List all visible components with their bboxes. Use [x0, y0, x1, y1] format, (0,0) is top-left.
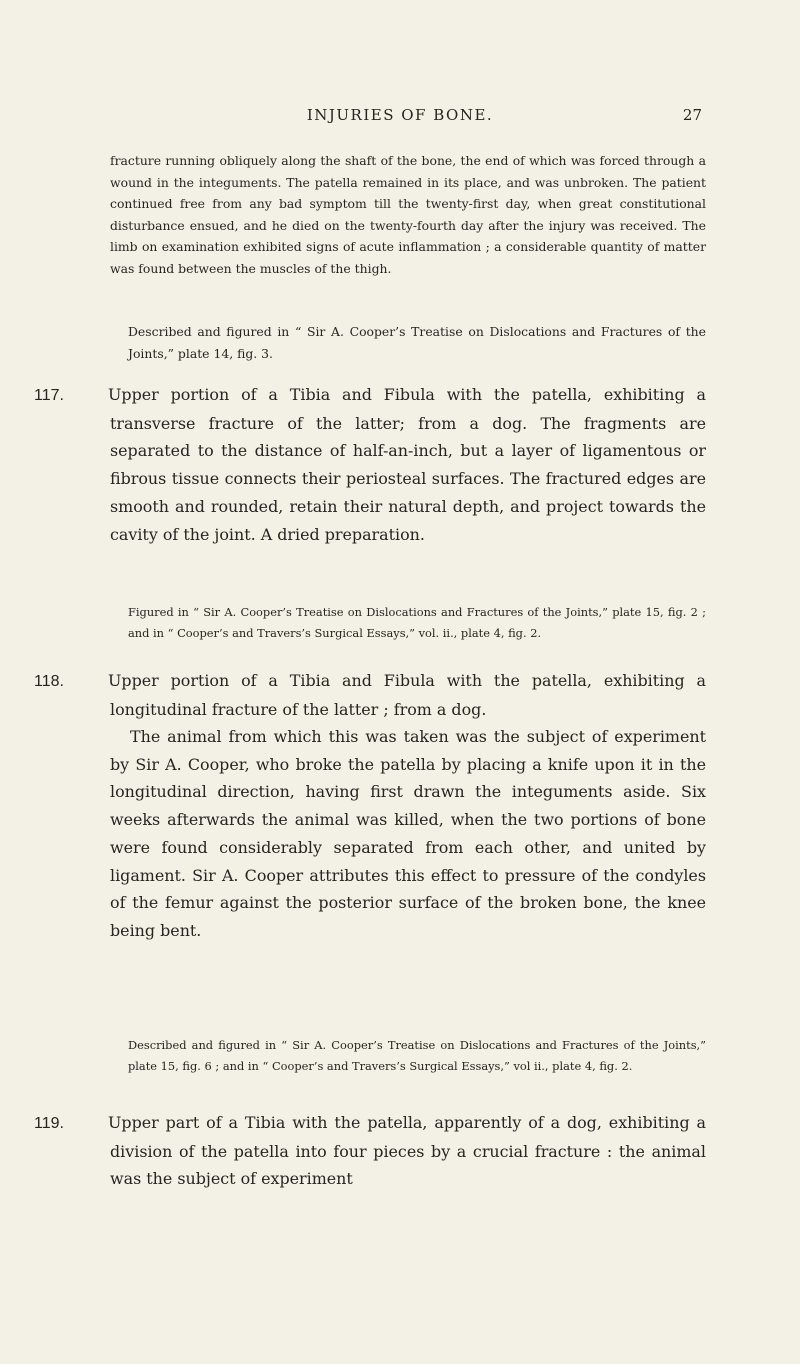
- entry-119: [34, 1109, 706, 1193]
- entry-118-narrative: The animal from which this was taken was the subject of experiment by Sir A. Cooper, who broke the patella by placing a knife upon it in the longitudinal direction, having first drawn the integuments aside. Six weeks afterwards the animal was killed, when the two portions of bone were found considerably separated from each other, and united by ligament. Sir A. Cooper attributes this effect to pressure of the condyles of the femur against the posterior surface of the broken bone, the knee being bent.: [110, 727, 706, 940]
- entry-117-reference: Figured in “ Sir A. Cooper’s Treatise on Dislocations and Fractures of the Joints,” plate 15, fig. 2 ; and in “ Cooper’s and Travers’s Surgical Essays,” vol. ii., plate 4, fig. 2.: [128, 605, 706, 640]
- entry-117: [34, 381, 706, 548]
- page-number: 27: [682, 106, 702, 124]
- entry-description: Upper part of a Tibia with the patella, apparently of a dog, exhibiting a division of the patella into four pieces by a crucial fracture : the animal was the subject of experiment: [108, 1113, 706, 1189]
- continuation-paragraph: fracture running obliquely along the shaft of the bone, the end of which was forced through a wound in the integuments. The patella remained in its place, and was unbroken. The patient continued free from any bad symptom till the twenty-first day, when great constitutional disturbance ensued, and he died on the twenty-fourth day after the injury was received. The limb on examination exhibited signs of acute inflammation ; a considerable quantity of matter was found between the muscles of the thigh.: [110, 153, 706, 276]
- entry-118-reference: Described and figured in “ Sir A. Cooper’s Treatise on Dislocations and Fractures of the Joints,” plate 15, fig. 6 ; and in “ Cooper’s and Travers’s Surgical Essays,” vol ii., plate 4, fig. 2.: [128, 1038, 706, 1073]
- continuation-reference: Described and figured in “ Sir A. Cooper’s Treatise on Dislocations and Fractures of the Joints,” plate 14, fig. 3.: [128, 324, 706, 361]
- entry-118: [34, 667, 706, 723]
- page-header: [0, 104, 800, 128]
- entry-number: 118.: [34, 673, 64, 690]
- running-title: INJURIES OF BONE.: [306, 106, 494, 124]
- entry-description: Upper portion of a Tibia and Fibula with the patella, exhibiting a longitudinal fracture of the latter ; from a dog.: [108, 671, 706, 719]
- entry-description: Upper portion of a Tibia and Fibula with the patella, exhibiting a transverse fracture of the latter; from a dog. The fragments are separated to the distance of half-an-inch, but a layer of ligamentous or fibrous tissue connects their periosteal surfaces. The fractured edges are smooth and rounded, retain their natural depth, and project towards the cavity of the joint. A dried preparation.: [108, 385, 706, 544]
- entry-number: 117.: [34, 387, 64, 404]
- entry-number: 119.: [34, 1115, 64, 1132]
